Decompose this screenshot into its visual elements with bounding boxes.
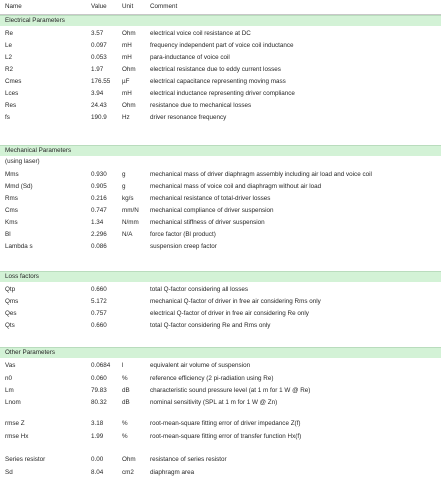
header-unit: Unit: [122, 3, 134, 10]
param-value: 0.660: [91, 322, 107, 329]
param-value: 0.0684: [91, 362, 111, 369]
table-row: [0, 297, 441, 307]
section-mechanical-title: Mechanical Parameters: [0, 145, 441, 156]
table-row: [0, 455, 441, 465]
param-name: L2: [5, 54, 13, 61]
param-value: 0.00: [91, 456, 104, 463]
param-comment: root-mean-square fitting error of driver impedance Z(f): [150, 420, 301, 427]
param-comment: equivalent air volume of suspension: [150, 362, 251, 369]
param-name: Lces: [5, 90, 19, 97]
section-mechanical-note: (using laser): [5, 158, 40, 165]
param-name: Qes: [5, 310, 17, 317]
table-row: [0, 53, 441, 63]
param-comment: electrical inductance representing driver compliance: [150, 90, 295, 97]
param-unit: g: [122, 183, 126, 190]
param-unit: l: [122, 362, 124, 369]
table-row: [0, 398, 441, 408]
param-name: n0: [5, 375, 13, 382]
param-comment: reference efficiency (2 pi-radiation using Re): [150, 375, 274, 382]
table-row: [0, 419, 441, 429]
param-unit: N/mm: [122, 219, 139, 226]
param-value: 0.060: [91, 375, 107, 382]
param-unit: mm/N: [122, 207, 139, 214]
table-row: [0, 65, 441, 75]
param-comment: para-inductance of voice coil: [150, 54, 230, 61]
param-unit: mH: [122, 42, 132, 49]
param-name: Qtp: [5, 286, 16, 293]
param-unit: mH: [122, 90, 132, 97]
section-loss-title: Loss factors: [0, 271, 441, 282]
param-value: 0.747: [91, 207, 107, 214]
header-name: Name: [5, 3, 22, 10]
param-name: Lm: [5, 387, 14, 394]
param-name: Series resistor: [5, 456, 46, 463]
param-value: 0.216: [91, 195, 107, 202]
param-unit: µF: [122, 78, 130, 85]
param-comment: electrical voice coil resistance at DC: [150, 30, 251, 37]
param-unit: Ohm: [122, 456, 136, 463]
param-name: Le: [5, 42, 13, 49]
param-comment: resistance due to mechanical losses: [150, 102, 252, 109]
param-name: Sd: [5, 469, 13, 476]
param-unit: %: [122, 433, 128, 440]
param-name: Qms: [5, 298, 19, 305]
table-row: [0, 206, 441, 216]
param-name: Rms: [5, 195, 18, 202]
param-name: Lambda s: [5, 243, 33, 250]
param-value: 5.172: [91, 298, 107, 305]
param-name: rmse Z: [5, 420, 25, 427]
param-comment: electrical Q-factor of driver in free air considering Re only: [150, 310, 309, 317]
table-header: [0, 0, 441, 15]
param-comment: total Q-factor considering all losses: [150, 286, 248, 293]
param-name: Res: [5, 102, 17, 109]
param-unit: Ohm: [122, 66, 136, 73]
table-row: [0, 194, 441, 204]
param-value: 24.43: [91, 102, 107, 109]
param-value: 190.9: [91, 114, 107, 121]
table-row: [0, 309, 441, 319]
table-row: [0, 113, 441, 123]
param-value: 1.97: [91, 66, 104, 73]
param-unit: Ohm: [122, 102, 136, 109]
param-name: Mmd (Sd): [5, 183, 33, 190]
param-name: Kms: [5, 219, 18, 226]
param-value: 3.18: [91, 420, 104, 427]
section-other-title: Other Parameters: [0, 347, 441, 358]
table-row: [0, 468, 441, 478]
param-unit: %: [122, 375, 128, 382]
table-row: [0, 101, 441, 111]
param-comment: root-mean-square fitting error of transfer function Hx(f): [150, 433, 302, 440]
param-unit: dB: [122, 399, 130, 406]
param-value: 80.32: [91, 399, 107, 406]
param-value: 0.053: [91, 54, 107, 61]
param-comment: diaphragm area: [150, 469, 195, 476]
table-row: [0, 230, 441, 240]
param-value: 3.94: [91, 90, 104, 97]
param-unit: %: [122, 420, 128, 427]
param-unit: dB: [122, 387, 130, 394]
table-row: [0, 321, 441, 331]
param-comment: frequency independent part of voice coil inductance: [150, 42, 294, 49]
table-row: [0, 386, 441, 396]
param-value: 0.097: [91, 42, 107, 49]
header-comment: Comment: [150, 3, 178, 10]
param-comment: electrical resistance due to eddy current losses: [150, 66, 281, 73]
param-name: Mms: [5, 171, 19, 178]
param-unit: mH: [122, 54, 132, 61]
param-comment: resistance of series resistor: [150, 456, 227, 463]
param-name: rmse Hx: [5, 433, 29, 440]
param-name: Cms: [5, 207, 18, 214]
param-name: Vas: [5, 362, 16, 369]
param-unit: Hz: [122, 114, 130, 121]
header-value: Value: [91, 3, 107, 10]
param-unit: g: [122, 171, 126, 178]
param-comment: suspension creep factor: [150, 243, 217, 250]
param-unit: Ohm: [122, 30, 136, 37]
param-unit: N/A: [122, 231, 133, 238]
param-comment: mechanical mass of driver diaphragm assembly including air load and voice coil: [150, 171, 372, 178]
param-name: Lnom: [5, 399, 21, 406]
table-row: [0, 182, 441, 192]
param-value: 0.757: [91, 310, 107, 317]
table-row: [0, 374, 441, 384]
param-name: Cmes: [5, 78, 22, 85]
param-value: 79.83: [91, 387, 107, 394]
param-comment: force factor (Bl product): [150, 231, 216, 238]
table-row: [0, 29, 441, 39]
param-value: 8.04: [91, 469, 104, 476]
param-comment: total Q-factor considering Re and Rms only: [150, 322, 271, 329]
section-electrical-title: Electrical Parameters: [0, 15, 441, 26]
table-row: [0, 89, 441, 99]
table-row: [0, 242, 441, 252]
param-comment: mechanical stiffness of driver suspension: [150, 219, 265, 226]
param-value: 1.34: [91, 219, 104, 226]
param-comment: nominal sensitivity (SPL at 1 m for 1 W @ Zn): [150, 399, 278, 406]
param-value: 3.57: [91, 30, 104, 37]
param-name: fs: [5, 114, 10, 121]
param-comment: mechanical compliance of driver suspension: [150, 207, 274, 214]
param-name: Bl: [5, 231, 11, 238]
param-name: Re: [5, 30, 14, 37]
param-value: 1.99: [91, 433, 104, 440]
table-row: [0, 77, 441, 87]
param-value: 0.905: [91, 183, 107, 190]
table-row: [0, 41, 441, 51]
param-value: 0.660: [91, 286, 107, 293]
table-row: [0, 432, 441, 442]
param-value: 0.086: [91, 243, 107, 250]
param-name: R2: [5, 66, 14, 73]
table-row: [0, 285, 441, 295]
table-row: [0, 361, 441, 371]
param-comment: mechanical Q-factor of driver in free air considering Rms only: [150, 298, 321, 305]
param-unit: kg/s: [122, 195, 134, 202]
param-name: Qts: [5, 322, 15, 329]
param-value: 176.55: [91, 78, 111, 85]
table-row: [0, 218, 441, 228]
param-value: 2.296: [91, 231, 107, 238]
table-row: [0, 170, 441, 180]
param-comment: electrical capacitance representing moving mass: [150, 78, 286, 85]
param-value: 0.930: [91, 171, 107, 178]
param-unit: cm2: [122, 469, 134, 476]
param-comment: driver resonance frequency: [150, 114, 227, 121]
param-comment: characteristic sound pressure level (at 1 m for 1 W @ Re): [150, 387, 311, 394]
param-comment: mechanical resistance of total-driver losses: [150, 195, 271, 202]
param-comment: mechanical mass of voice coil and diaphragm without air load: [150, 183, 322, 190]
